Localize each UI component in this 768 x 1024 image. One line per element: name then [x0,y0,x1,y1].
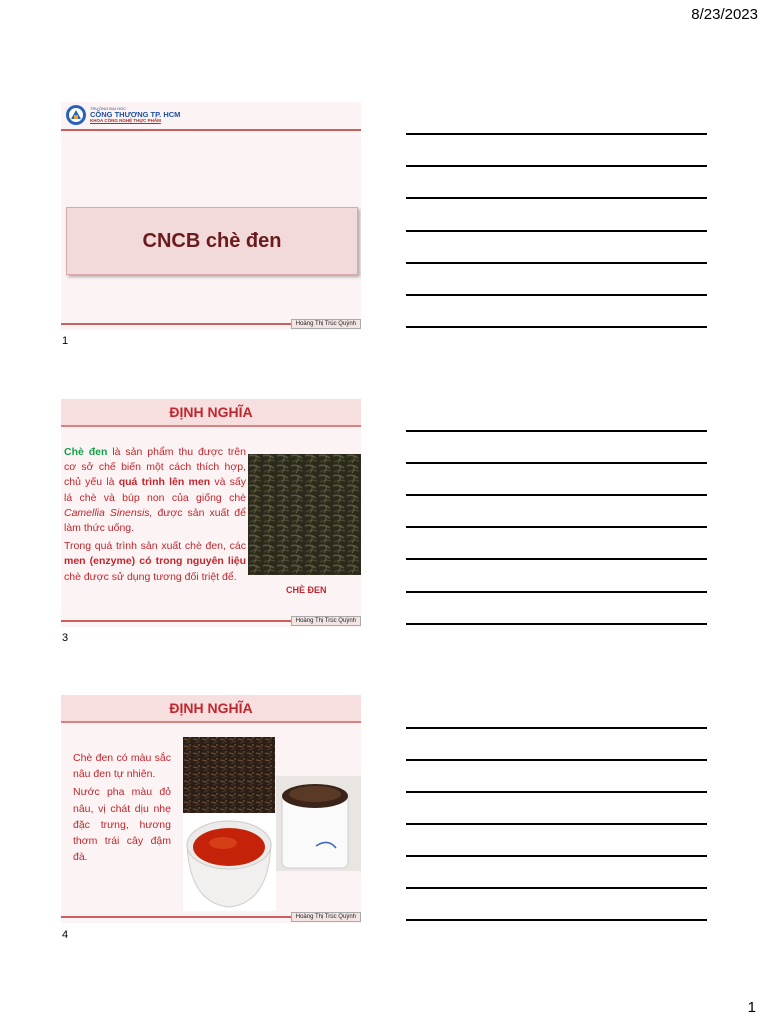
note-line [406,197,707,199]
note-line [406,727,707,729]
header-divider [61,129,361,131]
header-divider [61,721,361,723]
slide-heading: ĐỊNH NGHĨA [61,399,361,425]
note-line [406,791,707,793]
note-line [406,759,707,761]
description-text: Chè đen có màu sắc nâu đen tự nhiên. Nước pha màu đỏ nâu, vị chát dịu nhẹ đặc trưng, hương thơm trái cây đậm đà. [73,752,171,864]
university-emblem-icon [65,104,87,126]
slide-title: CNCB chè đen [142,229,282,252]
slide-1 [61,102,361,330]
note-line [406,823,707,825]
author-tag: Hoàng Thị Trúc Quỳnh [291,616,361,626]
note-line [406,462,707,464]
slide-3 [61,399,361,627]
note-line [406,165,707,167]
note-line [406,591,707,593]
tea-cup-photo [183,813,276,911]
header-divider [61,425,361,427]
image-caption: CHÈ ĐEN [286,585,327,595]
page-number: 1 [747,999,756,1016]
definition-text: Chè đen là sản phẩm thu được trên cơ sở chế biến một cách thích hợp, chủ yếu là quá trình lên men và sấy lá chè và búp non của giống chè Camellia Sinensis, được sản xuất để làm thức uống. Trong quá trình sản xuất chè đen, các men (enzyme) có trong nguyên liệu chè được sử dụng tương đối triệt để. [64,446,246,583]
logo-small-text: TRƯỜNG ĐẠI HỌC [90,105,126,111]
author-tag: Hoàng Thị Trúc Quỳnh [291,912,361,922]
note-line [406,230,707,232]
note-line [406,919,707,921]
black-tea-leaves-photo [248,454,361,575]
logo-name: CÔNG THƯƠNG TP. HCM [90,109,181,119]
author-tag: Hoàng Thị Trúc Quỳnh [291,319,361,329]
dry-tea-leaves-photo [183,737,275,813]
note-line [406,494,707,496]
tea-canister-photo [276,776,361,871]
note-line [406,326,707,328]
note-line [406,558,707,560]
slide-4 [61,695,361,923]
note-line [406,623,707,625]
title-box [66,207,358,275]
slide-heading: ĐỊNH NGHĨA [61,695,361,721]
note-line [406,133,707,135]
logo-faculty: KHOA CÔNG NGHỆ THỰC PHẨM [90,117,161,123]
note-line [406,855,707,857]
note-line [406,526,707,528]
note-line [406,430,707,432]
university-logo [65,104,180,126]
slide-number: 4 [62,929,69,941]
note-line [406,262,707,264]
note-line [406,887,707,889]
slide-number: 3 [62,632,69,644]
note-line [406,294,707,296]
print-date: 8/23/2023 [691,6,758,23]
slide-number: 1 [62,335,69,347]
